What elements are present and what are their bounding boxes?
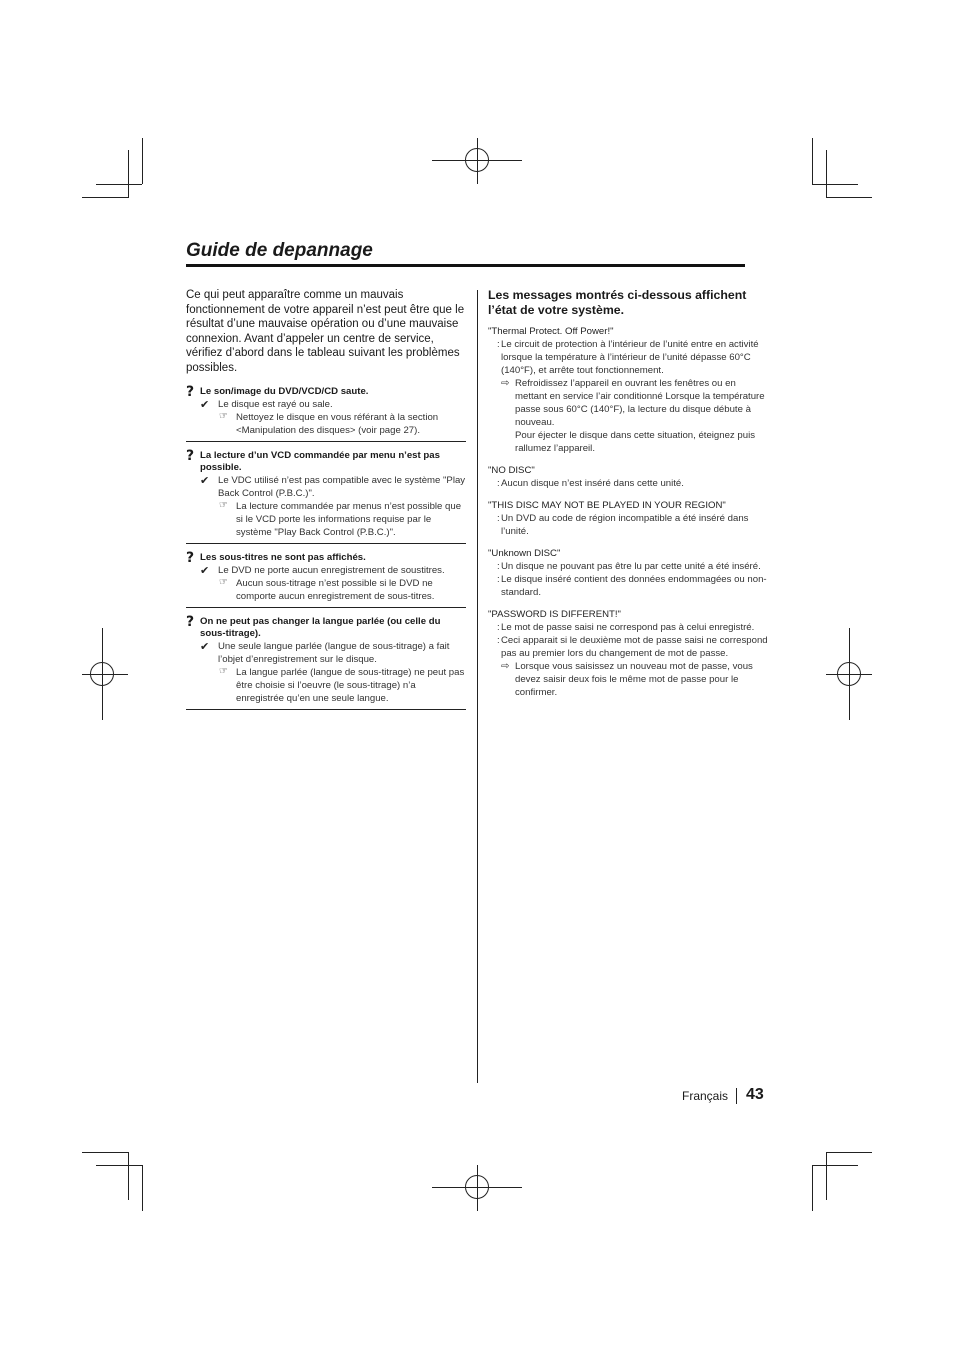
message-description: : Le disque inséré contient des données endommagées ou non-standard. (497, 574, 767, 598)
problem-item (186, 613, 466, 640)
message-label: "THIS DISC MAY NOT BE PLAYED IN YOUR REGION" (488, 500, 726, 511)
fix-text: Lorsque vous saisissez un nouveau mot de passe, vous devez saisir deux fois le même mot de passe pour le confirmer. (515, 661, 753, 698)
item-divider (186, 709, 466, 710)
cause-text: Le disque est rayé ou sale. (218, 398, 333, 410)
question-icon: ? (186, 613, 195, 630)
message-label: "Unknown DISC" (488, 548, 561, 559)
question-icon: ? (186, 549, 195, 566)
problem-title: Le son/image du DVD/VCD/CD saute. (200, 385, 369, 397)
remedy-text: La lecture commandée par menus n’est possible que si le VCD porte les informations requise par le système "Play Back Control (P.B.C.)". (236, 500, 462, 538)
message-item (488, 325, 768, 455)
problem-remedy (186, 500, 466, 539)
problem-cause (186, 640, 466, 666)
cause-text: Le VDC utilisé n’est pas compatible avec le système "Play Back Control (P.B.C.)". (218, 474, 466, 499)
description-text: Le circuit de protection à l’intérieur de l’unité entre en activité lorsque la température à l’intérieur de l’unité dépasse 60°C (140°F), et arrête tout fonctionnement. (501, 339, 759, 376)
description-text: Aucun disque n’est inséré dans cette unité. (501, 478, 684, 489)
message-description: : Le mot de passe saisi ne correspond pas à celui enregistré. (497, 622, 755, 633)
messages-column (488, 288, 768, 708)
description-text: Ceci apparait si le deuxième mot de passe saisi ne correspond pas au premier lors du changement de mot de passe. (501, 635, 768, 659)
message-description: : Aucun disque n’est inséré dans cette unité. (497, 478, 684, 489)
pointing-hand-icon: ☞ (219, 665, 228, 677)
description-text: Un disque ne pouvant pas être lu par cette unité a été inséré. (501, 561, 761, 572)
message-label: "NO DISC" (488, 465, 535, 476)
question-icon: ? (186, 447, 195, 464)
cause-text: Le DVD ne porte aucun enregistrement de soustitres. (218, 564, 445, 576)
problem-remedy (186, 577, 466, 603)
question-icon: ? (186, 383, 195, 400)
arrow-icon: ⇨ (501, 378, 510, 389)
message-item (488, 547, 768, 599)
message-label: "PASSWORD IS DIFFERENT!" (488, 609, 621, 620)
description-text: Un DVD au code de région incompatible a été inséré dans l’unité. (501, 513, 749, 537)
pointing-hand-icon: ☞ (219, 499, 228, 511)
message-item (488, 608, 768, 699)
page-number: 43 (746, 1086, 764, 1103)
message-fix (488, 377, 768, 429)
problem-item (186, 383, 466, 400)
troubleshooting-column (186, 288, 466, 718)
message-item (488, 499, 768, 538)
message-item (488, 464, 768, 490)
message-extra: Pour éjecter le disque dans cette situation, éteignez puis rallumez l’appareil. (515, 430, 755, 454)
problem-cause (186, 564, 466, 577)
intro-paragraph: Ce qui peut apparaître comme un mauvais fonctionnement de votre appareil n’est peut être que le résultat d’une mauvaise opération ou d’une mauvaise connexion. Avant d’appeler un centre de service, vérifiez d’abord dans le tableau suivant les problèmes possibles. (186, 289, 465, 374)
remedy-text: La langue parlée (langue de sous-titrage) ne peut pas être choisie si l’oeuvre (le sous-titrage) n’a enregistrée qu’en une seule langue. (236, 666, 465, 704)
footer-language: Français (682, 1089, 729, 1103)
check-icon: ✔ (200, 639, 210, 653)
remedy-text: Nettoyez le disque en vous référant à la section <Manipulation des disques> (voir page 27). (236, 411, 439, 436)
item-divider (186, 543, 466, 544)
fix-text: Refroidissez l’appareil en ouvrant les fenêtres ou en mettant en service l’air conditionné Lorsque la température passe sous 60°C (140°F), la lecture du disque débute à nouveau. (515, 378, 765, 428)
messages-heading: Les messages montrés ci-dessous affichent l’état de votre système. (488, 288, 747, 317)
problem-item (186, 549, 466, 566)
column-divider (477, 290, 478, 1083)
message-description: : Un disque ne pouvant pas être lu par cette unité a été inséré. (497, 561, 761, 572)
pointing-hand-icon: ☞ (219, 576, 228, 588)
problem-title: Les sous-titres ne sont pas affichés. (200, 551, 366, 563)
message-label: "Thermal Protect. Off Power!" (488, 326, 614, 337)
problem-remedy (186, 666, 466, 705)
item-divider (186, 607, 466, 608)
arrow-icon: ⇨ (501, 661, 510, 672)
problem-cause (186, 474, 466, 500)
message-description: : Un DVD au code de région incompatible a été inséré dans l’unité. (497, 513, 749, 537)
check-icon: ✔ (200, 397, 210, 411)
problem-item (186, 447, 466, 474)
message-description: : Le circuit de protection à l’intérieur de l’unité entre en activité lorsque la température à l’intérieur de l’unité dépasse 60°C (140°F), et arrête tout fonctionnement. (497, 339, 759, 376)
pointing-hand-icon: ☞ (219, 410, 228, 422)
message-description: : Ceci apparait si le deuxième mot de passe saisi ne correspond pas au premier lors du changement de mot de passe. (497, 635, 768, 659)
problem-title: On ne peut pas changer la langue parlée (ou celle du sous-titrage). (200, 615, 441, 639)
footer-separator (736, 1088, 737, 1104)
description-text: Le disque inséré contient des données endommagées ou non-standard. (501, 574, 767, 598)
item-divider (186, 441, 466, 442)
cause-text: Une seule langue parlée (langue de sous-titrage) a fait l’objet d’enregistrement sur le disque. (218, 640, 450, 665)
problem-cause (186, 398, 466, 411)
description-text: Le mot de passe saisi ne correspond pas à celui enregistré. (501, 622, 755, 633)
problem-title: La lecture d’un VCD commandée par menu n’est pas possible. (200, 449, 440, 473)
check-icon: ✔ (200, 473, 210, 487)
check-icon: ✔ (200, 563, 210, 577)
title-rule (186, 264, 745, 267)
page-title: Guide de depannage (186, 240, 373, 261)
message-fix (488, 660, 768, 699)
problem-remedy (186, 411, 466, 437)
remedy-text: Aucun sous-titrage n’est possible si le DVD ne comporte aucun enregistrement de sous-titres. (236, 577, 435, 602)
